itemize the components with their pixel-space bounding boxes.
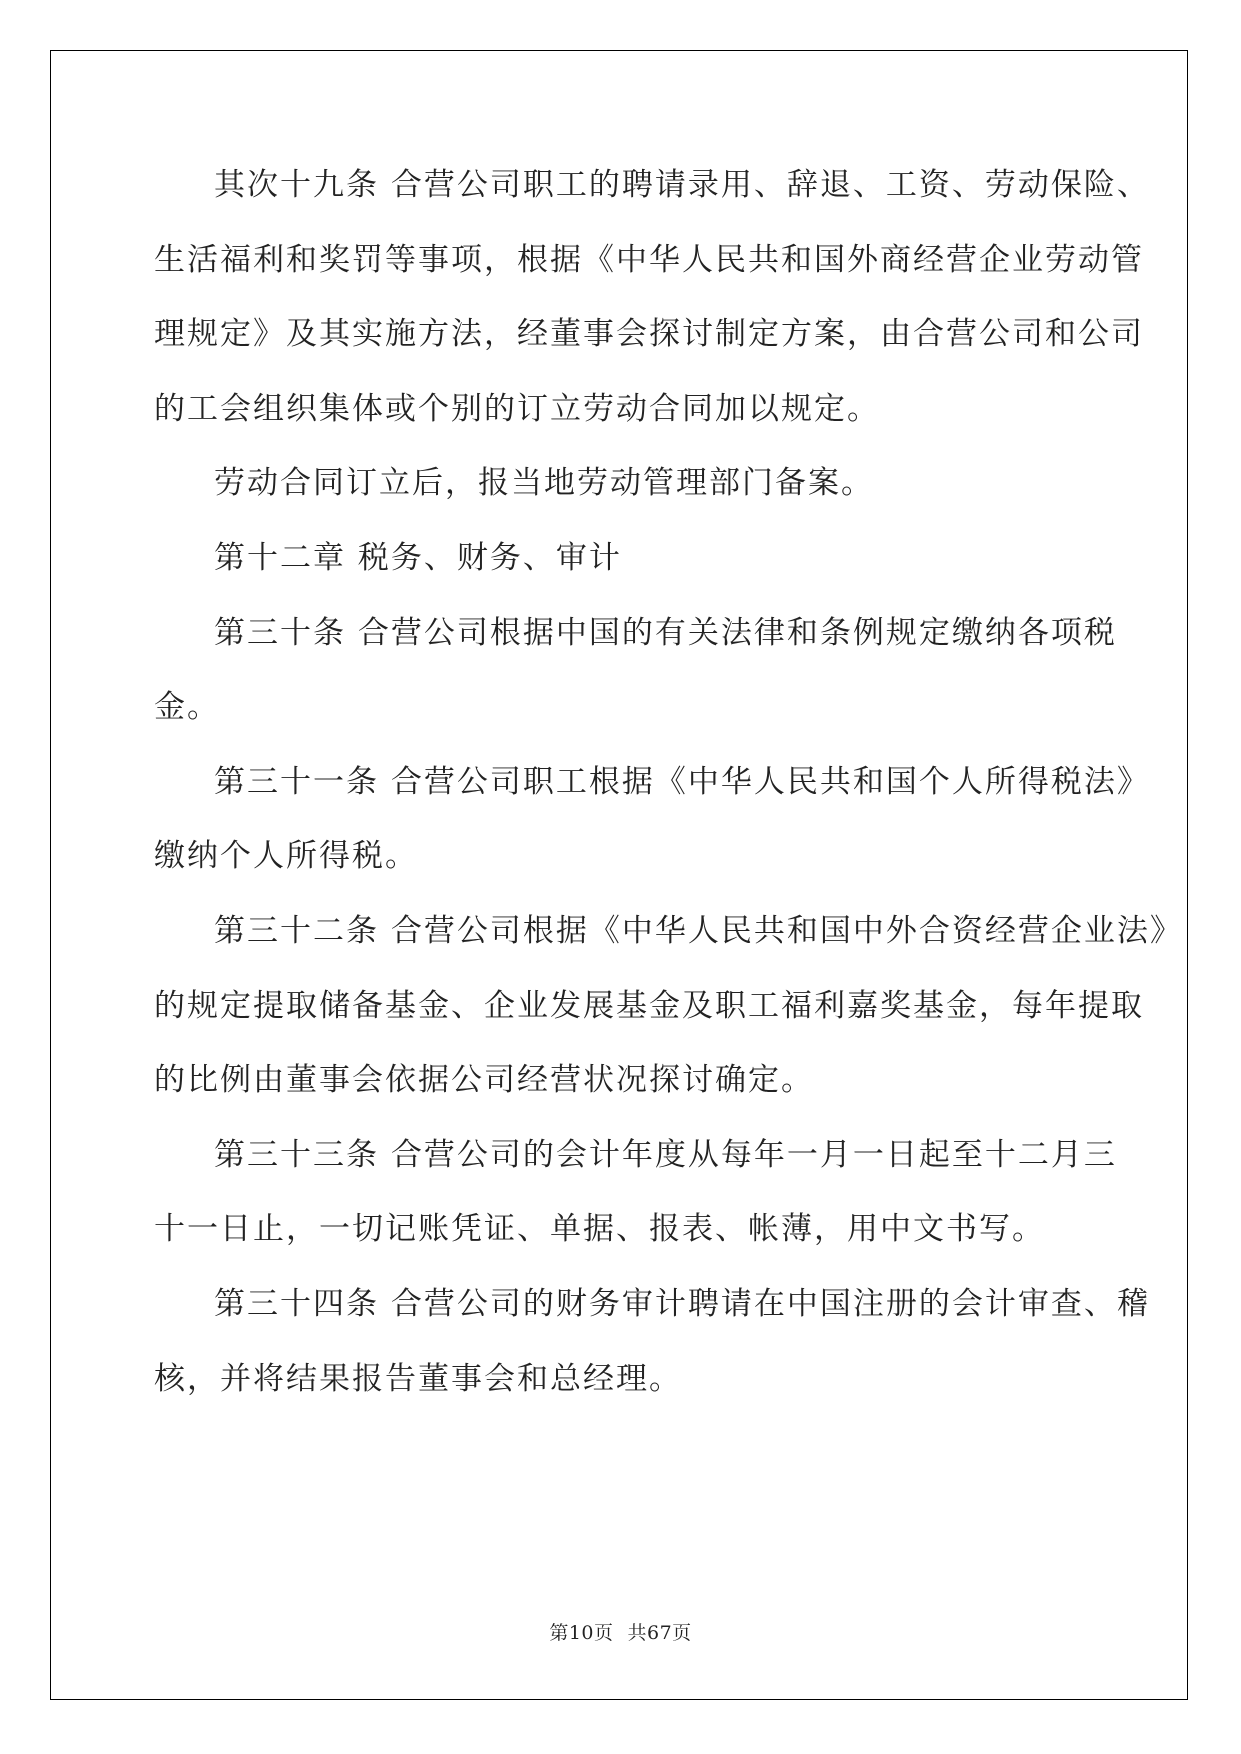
body-line: 第三十一条 合营公司职工根据《中华人民共和国个人所得税法》 [214, 764, 1150, 800]
body-line: 第三十条 合营公司根据中国的有关法律和条例规定缴纳各项税 [214, 615, 1117, 651]
body-line: 十一日止，一切记账凭证、单据、报表、帐薄，用中文书写。 [154, 1211, 1045, 1247]
body-line: 生活福利和奖罚等事项，根据《中华人民共和国外商经营企业劳动管 [154, 242, 1144, 278]
body-line: 第三十二条 合营公司根据《中华人民共和国中外合资经营企业法》 [214, 913, 1183, 949]
body-line: 的工会组织集体或个别的订立劳动合同加以规定。 [154, 391, 880, 427]
body-line: 核，并将结果报告董事会和总经理。 [154, 1361, 682, 1397]
body-line: 的规定提取储备基金、企业发展基金及职工福利嘉奖基金，每年提取 [154, 988, 1144, 1024]
page-footer [0, 1621, 1241, 1645]
page-total: 共67页 [627, 1622, 692, 1644]
body-line: 其次十九条 合营公司职工的聘请录用、辞退、工资、劳动保险、 [214, 167, 1150, 203]
body-line: 缴纳个人所得税。 [154, 838, 418, 874]
body-line: 理规定》及其实施方法，经董事会探讨制定方案，由合营公司和公司 [154, 316, 1144, 352]
body-line: 金。 [154, 689, 220, 725]
body-line: 第三十四条 合营公司的财务审计聘请在中国注册的会计审查、稽 [214, 1286, 1150, 1322]
body-line: 的比例由董事会依据公司经营状况探讨确定。 [154, 1062, 814, 1098]
body-line: 劳动合同订立后，报当地劳动管理部门备案。 [214, 465, 874, 501]
page-number: 第10页 [549, 1622, 614, 1644]
body-line: 第三十三条 合营公司的会计年度从每年一月一日起至十二月三 [214, 1137, 1117, 1173]
chapter-heading: 第十二章 税务、财务、审计 [214, 540, 622, 576]
